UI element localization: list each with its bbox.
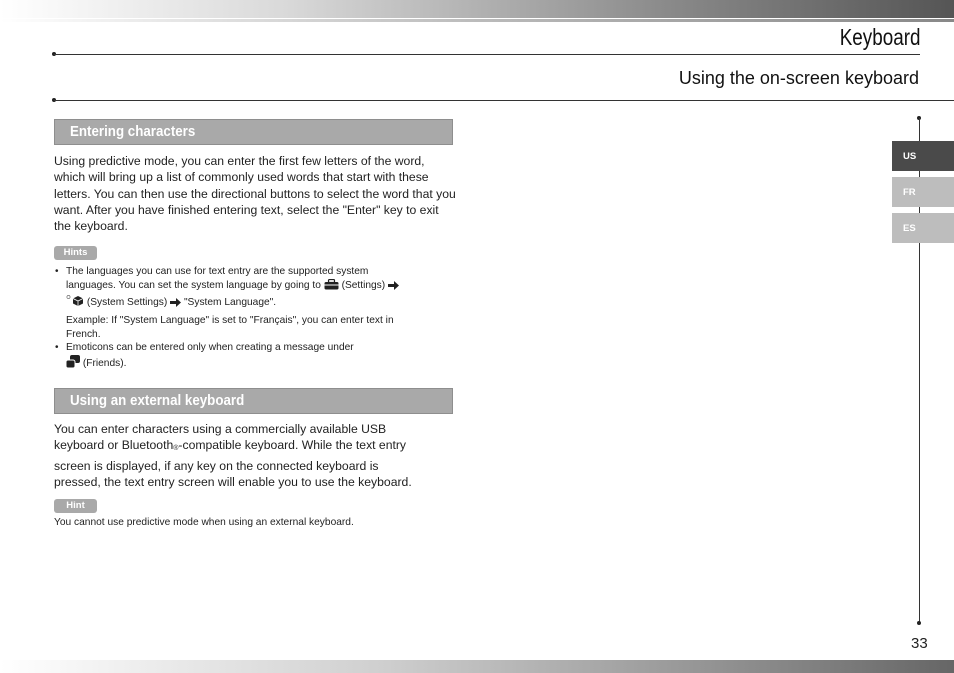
hint-1-example-line-1: Example: If "System Language" is set to "Français", you can enter text in <box>66 315 394 327</box>
section-heading-label: Entering characters <box>70 124 196 140</box>
page-number: 33 <box>911 635 928 652</box>
lang-tab-label: FR <box>903 187 916 198</box>
lang-tab-label: US <box>903 151 917 162</box>
bullet-dot: • <box>55 342 59 353</box>
friends-label: (Friends). <box>82 357 127 369</box>
subtitle-rule <box>54 100 954 101</box>
hint-1-line-1: The languages you can use for text entry are the supported system <box>66 266 369 277</box>
lang-tab-es[interactable] <box>892 213 954 243</box>
hint-1-line-2-text: languages. You can set the system language by going to <box>66 279 321 291</box>
external-keyboard-body <box>54 421 458 490</box>
external-keyboard-line-3: screen is displayed, if any key on the connected keyboard is <box>54 458 379 473</box>
hints-tag: Hints <box>54 246 97 260</box>
hint-1-example-line-2: French. <box>66 329 101 341</box>
settings-toolbox-icon <box>324 279 339 295</box>
hint-2 <box>66 341 446 373</box>
hint-1-line-2 <box>66 279 446 295</box>
hint-external-keyboard: You cannot use predictive mode when using an external keyboard. <box>54 517 354 528</box>
side-rule-dot <box>917 621 921 625</box>
lang-tab-label: ES <box>903 223 916 234</box>
arrow-right-icon <box>388 281 399 295</box>
arrow-right-icon <box>170 298 181 312</box>
lang-tab-us[interactable] <box>892 141 954 171</box>
registered-mark: ® <box>173 445 179 453</box>
section-heading-entering-characters <box>54 119 453 145</box>
external-keyboard-line-1: You can enter characters using a commercially available USB <box>54 422 387 436</box>
entering-characters-body: Using predictive mode, you can enter the first few letters of the word, which will bring up a list of commonly used words that start with these letters. You can then use the directional buttons to select the word that you want. After you have finished entering text, select the "Enter" key to exit the keyboard. <box>54 154 456 234</box>
title-rule <box>54 54 920 55</box>
bullet-dot: • <box>55 266 59 277</box>
hint-1 <box>66 265 446 342</box>
section-heading-external-keyboard <box>54 388 453 414</box>
hint-2-line-1: Emoticons can be entered only when creating a message under <box>66 342 354 353</box>
friends-icon <box>66 355 80 373</box>
external-keyboard-line-4: pressed, the text entry screen will enable you to use the keyboard. <box>54 474 412 489</box>
hint-tag: Hint <box>54 499 97 513</box>
hint-2-line-2 <box>66 355 446 373</box>
bluetooth-text: keyboard or Bluetooth <box>54 438 174 453</box>
section-heading-label: Using an external keyboard <box>70 393 245 409</box>
system-language-label: "System Language". <box>183 296 277 308</box>
top-gradient-bar <box>0 0 954 18</box>
system-settings-box-icon <box>66 295 84 312</box>
settings-label: (Settings) <box>341 279 386 291</box>
lang-tab-fr[interactable] <box>892 177 954 207</box>
bottom-gradient-bar <box>0 660 954 673</box>
section-title: Using the on-screen keyboard <box>678 68 919 88</box>
page-title: Keyboard <box>839 24 920 50</box>
top-gradient-stripe <box>0 19 954 22</box>
system-settings-label: (System Settings) <box>86 296 168 308</box>
compatible-text: -compatible keyboard. While the text entry <box>178 438 407 453</box>
hint-1-line-3 <box>66 295 446 312</box>
external-keyboard-line-2 <box>54 437 458 457</box>
